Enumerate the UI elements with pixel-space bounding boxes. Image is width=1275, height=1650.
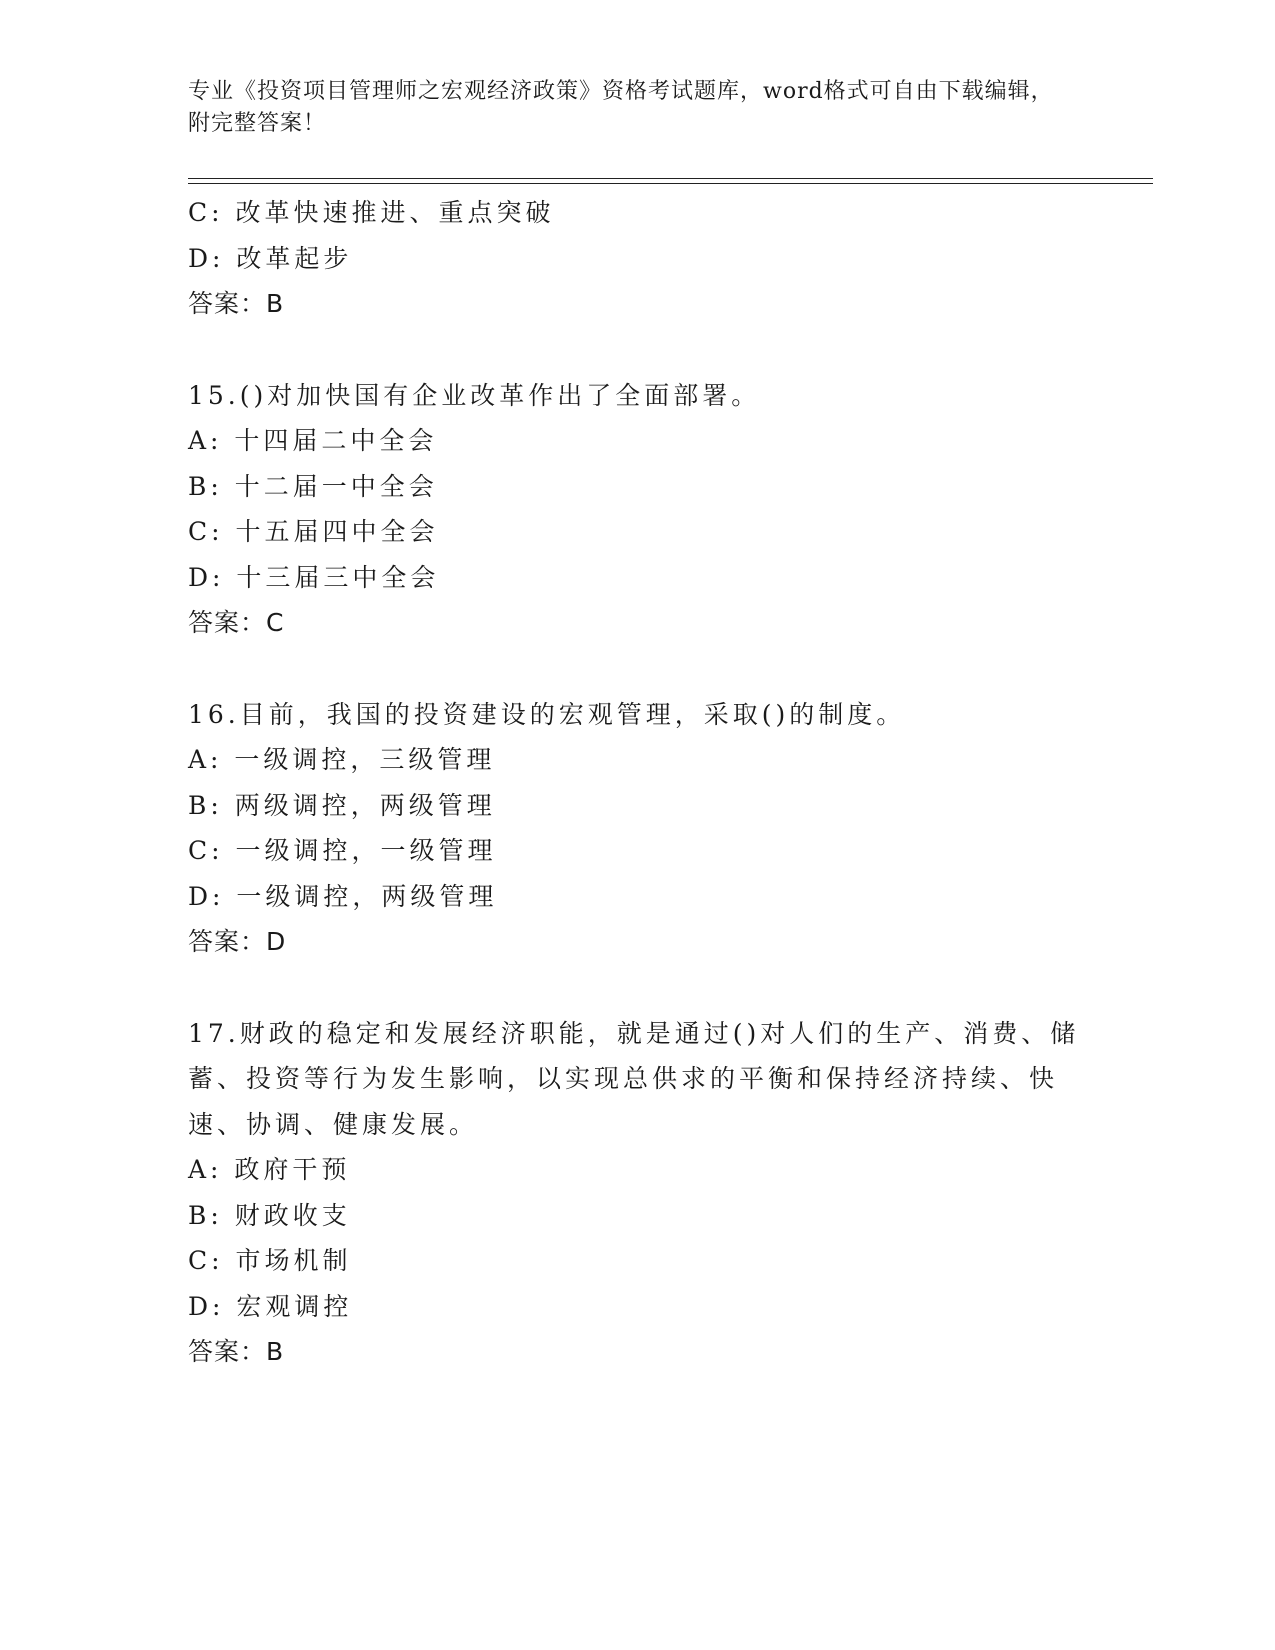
- question-stem: 16.目前，我国的投资建设的宏观管理，采取()的制度。: [188, 699, 906, 729]
- option-d: D: 宏观调控: [188, 1291, 353, 1321]
- option-d: D: 改革起步: [188, 243, 353, 273]
- option-c: C: 十五届四中全会: [188, 517, 439, 546]
- option-d: D: 一级调控，两级管理: [188, 881, 498, 911]
- option-b: B: 财政收支: [188, 1200, 351, 1230]
- question-16: [188, 692, 1088, 965]
- question-15: [188, 373, 1088, 646]
- option-a: A: 政府干预: [188, 1155, 351, 1184]
- option-c: C: 一级调控，一级管理: [188, 836, 497, 865]
- question-14-continued: [188, 190, 1088, 327]
- spacer: [188, 646, 1088, 692]
- answer: 答案：B: [188, 1337, 285, 1366]
- question-17: [188, 1011, 1088, 1375]
- question-stem: 15.()对加快国有企业改革作出了全面部署。: [188, 380, 761, 410]
- spacer: [188, 327, 1088, 373]
- answer: 答案：D: [188, 927, 287, 956]
- option-b: B: 十二届一中全会: [188, 471, 438, 501]
- option-b: B: 两级调控，两级管理: [188, 790, 496, 820]
- option-a: A: 一级调控，三级管理: [188, 745, 496, 774]
- option-c: C: 市场机制: [188, 1246, 352, 1275]
- answer: 答案：C: [188, 608, 285, 637]
- question-list: [188, 190, 1088, 1375]
- header-divider-top: [188, 178, 1153, 179]
- header-divider-bottom: [188, 183, 1153, 184]
- question-stem: 17.财政的稳定和发展经济职能，就是通过()对人们的生产、消费、储蓄、投资等行为发生影响，以实现总供求的平衡和保持经济持续、快速、协调、健康发展。: [188, 1018, 1080, 1139]
- answer: 答案：B: [188, 289, 285, 318]
- option-c: C: 改革快速推进、重点突破: [188, 198, 555, 227]
- page-header: 专业《投资项目管理师之宏观经济政策》资格考试题库，word格式可自由下载编辑，附完整答案！: [188, 79, 1054, 136]
- option-a: A: 十四届二中全会: [188, 426, 438, 455]
- option-d: D: 十三届三中全会: [188, 562, 440, 592]
- spacer: [188, 965, 1088, 1011]
